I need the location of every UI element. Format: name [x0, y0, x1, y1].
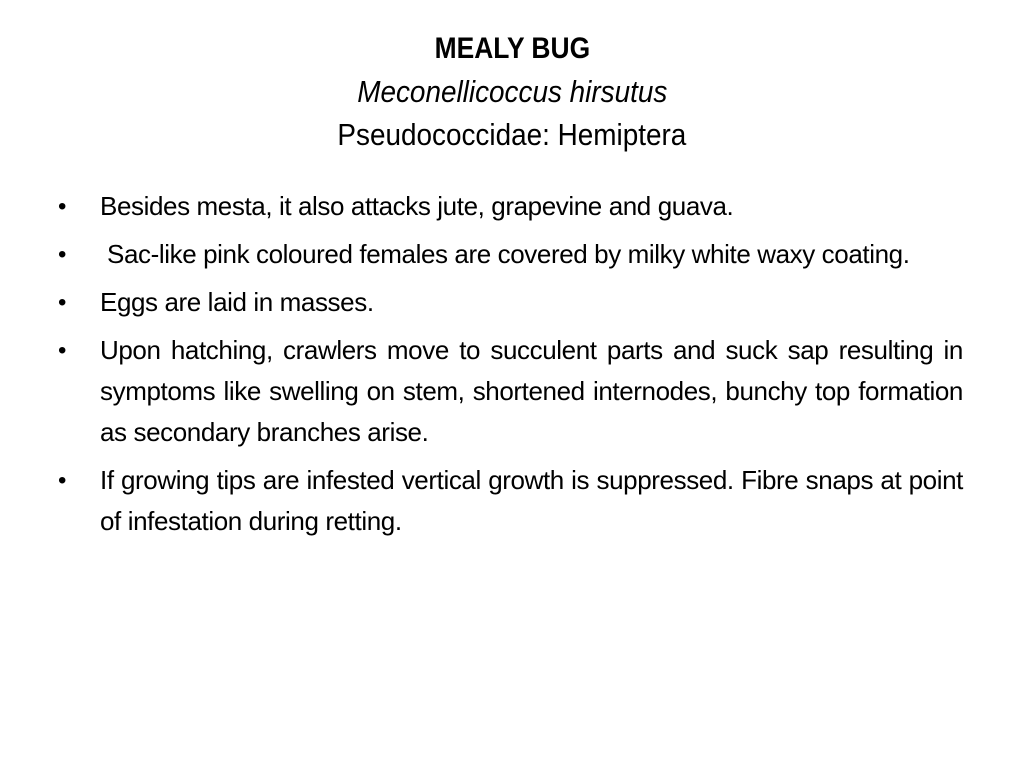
- bullet-item-5: [58, 460, 963, 542]
- title-line-scientific: [0, 70, 1024, 113]
- bullet-item-3: [58, 282, 963, 323]
- bullet-list: [58, 186, 963, 549]
- bullet-text-1: Besides mesta, it also attacks jute, grapevine and guava.: [100, 191, 734, 221]
- bullet-item-1: [58, 186, 963, 227]
- bullet-icon: •: [58, 289, 67, 316]
- bullet-item-4: [58, 330, 963, 453]
- bullet-text-2: Sac-like pink coloured females are covered by milky white waxy coating.: [107, 239, 910, 269]
- title-block: [0, 26, 1024, 156]
- bullet-icon: •: [58, 241, 67, 268]
- bullet-icon: •: [58, 193, 67, 220]
- scientific-name: Meconellicoccus hirsutus: [356, 74, 668, 109]
- title-line-main: [0, 26, 1024, 70]
- title-line-classification: [0, 113, 1024, 156]
- bullet-text-5: If growing tips are infested vertical growth is suppressed. Fibre snaps at point of infestation during retting.: [100, 465, 963, 536]
- classification: Pseudococcidae: Hemiptera: [337, 117, 687, 152]
- bullet-text-3: Eggs are laid in masses.: [100, 287, 374, 317]
- slide-title: MEALY BUG: [434, 32, 590, 65]
- bullet-icon: •: [58, 467, 67, 494]
- bullet-icon: •: [58, 337, 67, 364]
- bullet-item-2: [58, 234, 963, 275]
- bullet-text-4: Upon hatching, crawlers move to succulent parts and suck sap resulting in symptoms like swelling on stem, shortened internodes, bunchy top formation as secondary branches arise.: [100, 335, 963, 447]
